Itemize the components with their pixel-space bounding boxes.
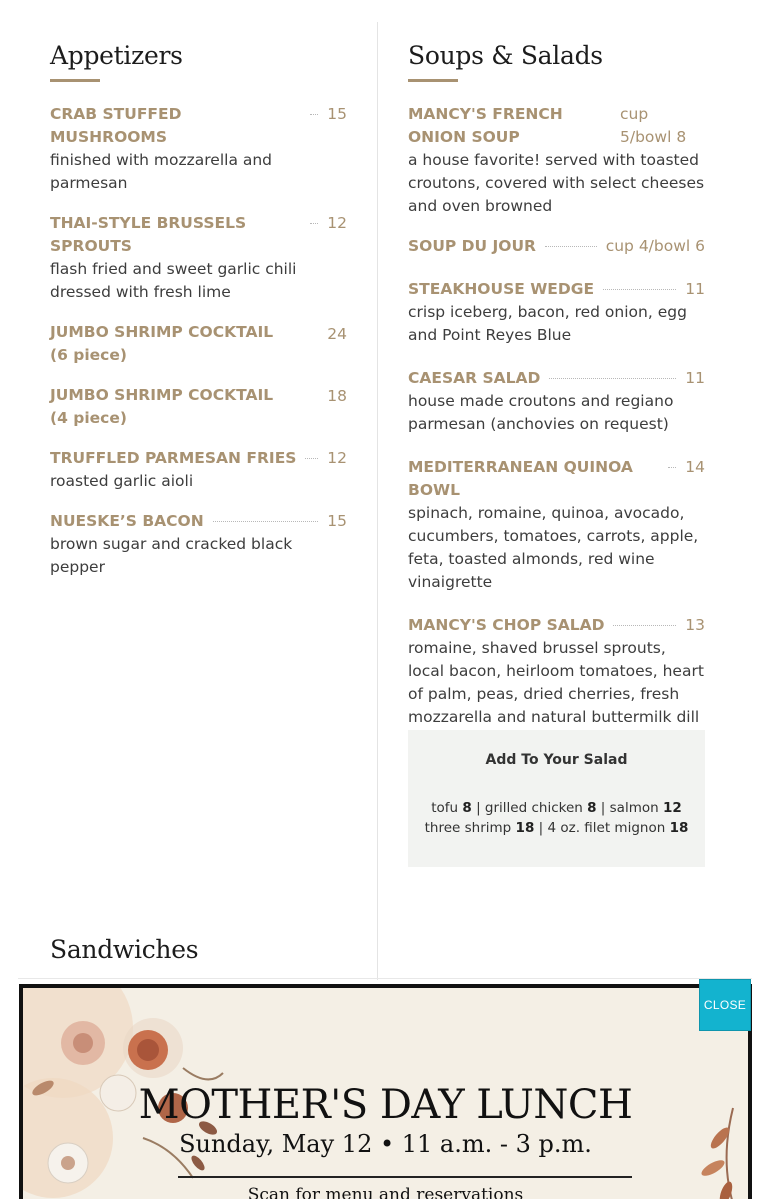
item-name: STEAKHOUSE WEDGE	[408, 280, 595, 298]
promo-scan-text: Scan for menu and reservations	[247, 1185, 524, 1199]
addon-price: 18	[515, 820, 535, 836]
item-name: THAI-STYLE BRUSSELS SPROUTS	[50, 214, 247, 255]
item-description: a house favorite! served with toasted croutons, covered with select cheeses and oven browned	[408, 151, 705, 215]
item-description: finished with mozzarella and parmesan	[50, 151, 273, 192]
item-price: 24	[327, 325, 347, 343]
leader-dots	[668, 467, 676, 468]
item-price: 18	[327, 387, 347, 405]
addon-label: | grilled chicken	[471, 800, 588, 816]
addon-line	[408, 798, 705, 818]
leader-dots	[305, 458, 318, 459]
addon-price: 8	[587, 800, 597, 816]
item-description: romaine, shaved brussel sprouts, local bacon, heirloom tomatoes, heart of palm, peas, dried cherries, fresh mozzarella and natural buttermilk dill	[408, 639, 704, 726]
item-name: CRAB STUFFED MUSHROOMS	[50, 105, 182, 146]
item-price: 11	[685, 280, 705, 298]
item-price: 12	[327, 449, 347, 467]
menu-item	[50, 321, 347, 367]
item-price: 15	[327, 105, 347, 123]
promo-divider	[178, 1176, 632, 1178]
leader-dots	[603, 289, 676, 290]
item-price: 11	[685, 369, 705, 387]
item-price: 13	[685, 616, 705, 634]
item-name: CAESAR SALAD	[408, 369, 541, 387]
item-name: SOUP DU JOUR	[408, 237, 536, 255]
salad-addons-box	[408, 730, 705, 867]
item-description: spinach, romaine, quinoa, avocado, cucumbers, tomatoes, carrots, apple, feta, toasted almonds, red wine vinaigrette	[408, 504, 699, 591]
item-description: house made croutons and regiano parmesan (anchovies on request)	[408, 392, 674, 433]
appetizers-title: Appetizers	[50, 41, 183, 70]
leader-dots	[310, 114, 318, 115]
item-description: crisp iceberg, bacon, red onion, egg and Point Reyes Blue	[408, 303, 687, 344]
menu-item	[408, 278, 705, 347]
menu-item	[50, 103, 347, 195]
title-underline	[50, 79, 100, 82]
addon-price: 18	[669, 820, 689, 836]
item-name: JUMBO SHRIMP COCKTAIL (6 piece)	[50, 323, 274, 364]
addon-label: tofu	[431, 800, 463, 816]
addon-label: | 4 oz. filet mignon	[534, 820, 670, 836]
item-name: JUMBO SHRIMP COCKTAIL (4 piece)	[50, 386, 274, 427]
promo-title: MOTHER'S DAY LUNCH	[138, 1082, 633, 1128]
menu-item	[50, 447, 347, 493]
item-price: 12	[327, 214, 347, 232]
column-divider	[377, 22, 378, 980]
mothers-day-popup	[19, 984, 752, 1199]
promo-subtitle: Sunday, May 12 • 11 a.m. - 3 p.m.	[179, 1130, 592, 1158]
item-description: roasted garlic aioli	[50, 472, 194, 490]
addon-line	[408, 818, 705, 838]
menu-item	[50, 212, 347, 304]
leader-dots	[545, 246, 597, 247]
addon-label: | salmon	[596, 800, 663, 816]
title-underline	[408, 79, 458, 82]
item-name: NUESKE’S BACON	[50, 512, 204, 530]
item-price: 14	[685, 458, 705, 476]
leader-dots	[549, 378, 676, 379]
item-price: 15	[327, 512, 347, 530]
leader-dots	[310, 223, 318, 224]
menu-item	[50, 384, 347, 430]
item-price: cup 4/bowl 6	[605, 237, 705, 255]
soups-salads-title: Soups & Salads	[408, 41, 603, 70]
leader-dots	[213, 521, 319, 522]
item-description: flash fried and sweet garlic chili dressed with fresh lime	[50, 260, 297, 301]
sandwiches-title: Sandwiches	[50, 935, 199, 964]
addon-price: 8	[462, 800, 472, 816]
item-price: cup 5/bowl 8	[620, 105, 687, 146]
item-name: MEDITERRANEAN QUINOA BOWL	[408, 458, 633, 499]
item-name: MANCY'S CHOP SALAD	[408, 616, 605, 634]
soups-salads-column	[408, 40, 705, 769]
item-name: TRUFFLED PARMESAN FRIES	[50, 449, 297, 467]
menu-item	[50, 510, 347, 579]
section-divider	[18, 978, 752, 979]
item-description: brown sugar and cracked black pepper	[50, 535, 293, 576]
appetizers-column	[50, 40, 347, 596]
menu-item	[408, 103, 705, 218]
menu-item	[408, 367, 705, 436]
menu-item	[408, 456, 705, 594]
item-name: MANCY'S FRENCH ONION SOUP	[408, 105, 563, 146]
close-button[interactable]: CLOSE	[699, 979, 751, 1031]
addon-title: Add To Your Salad	[485, 752, 628, 768]
leader-dots	[613, 625, 676, 626]
addon-price: 12	[662, 800, 682, 816]
addon-label: three shrimp	[424, 820, 516, 836]
menu-item	[408, 235, 705, 258]
